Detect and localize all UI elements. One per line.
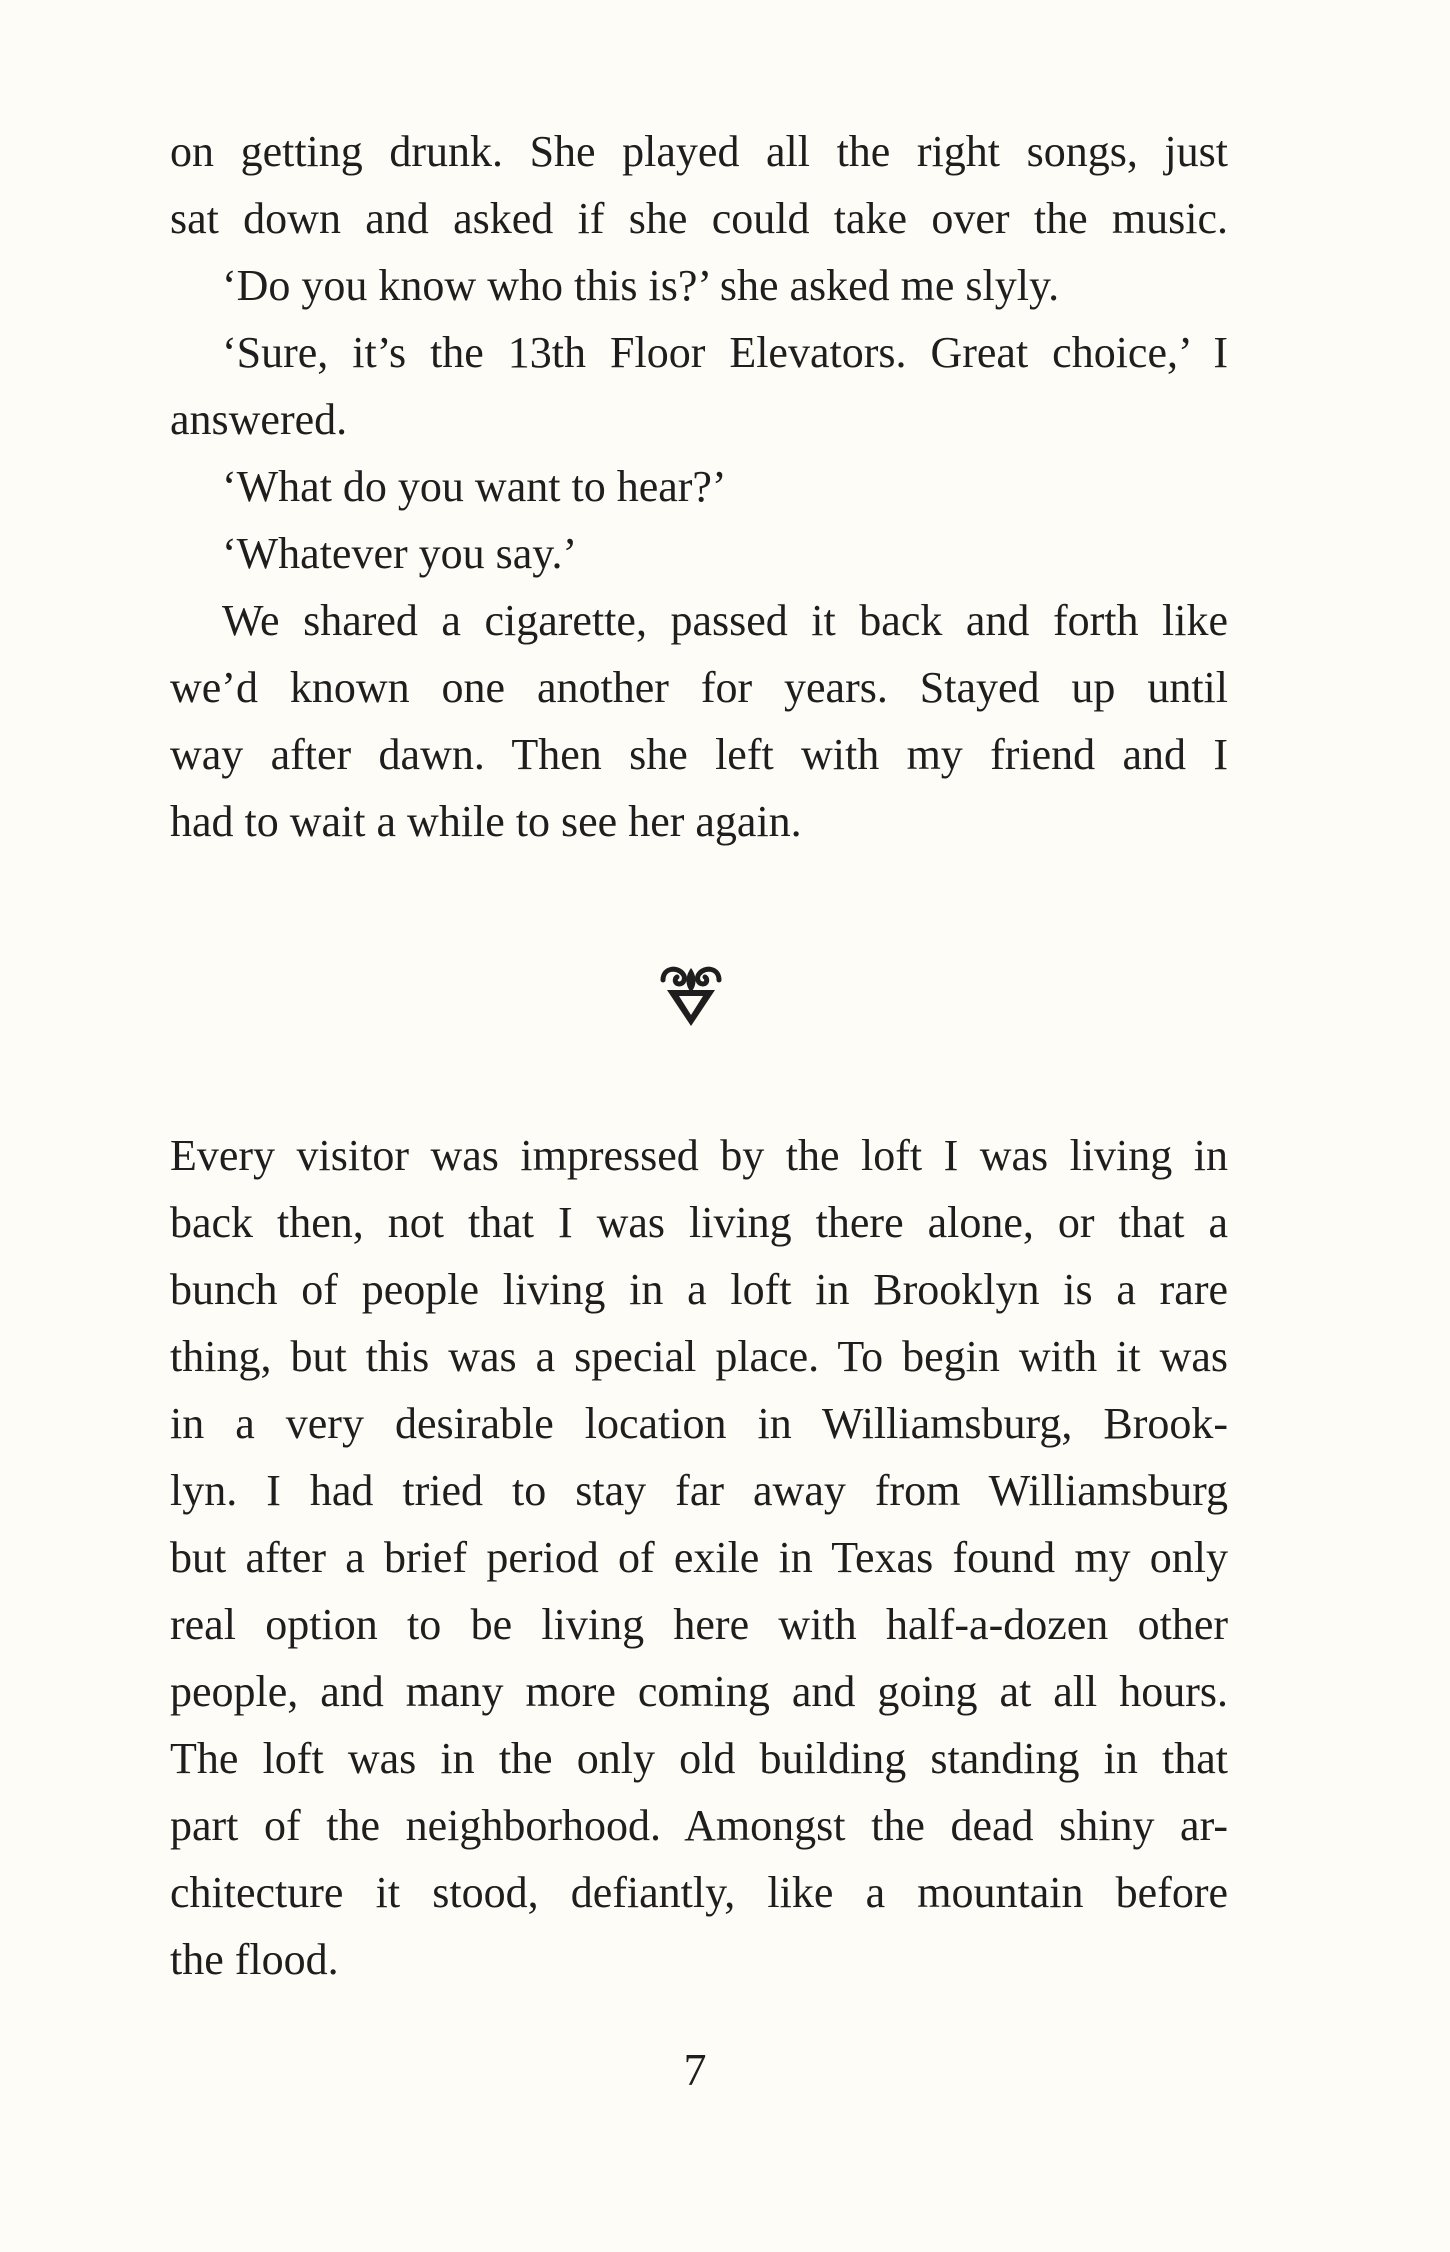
text-line: but after a brief period of exile in Texas found my only [170, 1533, 1228, 1582]
text-line: on getting drunk. She played all the right songs, just [170, 127, 1228, 176]
text-line: We shared a cigarette, passed it back and forth like [222, 596, 1228, 645]
text-line: had to wait a while to see her again. [170, 797, 802, 846]
text-line: way after dawn. Then she left with my friend and I [170, 730, 1228, 779]
text-line: The loft was in the only old building standing in that [170, 1734, 1228, 1783]
text-line: back then, not that I was living there alone, or that a [170, 1198, 1228, 1247]
text-line: thing, but this was a special place. To begin with it was [170, 1332, 1228, 1381]
text-line: Every visitor was impressed by the loft I was living in [170, 1131, 1228, 1180]
dialogue-line: ‘Do you know who this is?’ she asked me slyly. [222, 261, 1060, 310]
text-line: real option to be living here with half-a-dozen other [170, 1600, 1228, 1649]
text-line: in a very desirable location in Williamsburg, Brook- [170, 1399, 1228, 1448]
fleuron-ornament-icon [655, 960, 727, 1032]
text-line: we’d known one another for years. Stayed up until [170, 663, 1228, 712]
section-1-text [170, 118, 1228, 855]
text-line: people, and many more coming and going at all hours. [170, 1667, 1228, 1716]
section-2-text [170, 1122, 1228, 1993]
page-number: 7 [683, 2044, 707, 2095]
text-line: the flood. [170, 1935, 339, 1984]
text-line: sat down and asked if she could take over the music. [170, 194, 1228, 243]
text-line: chitecture it stood, defiantly, like a mountain before [170, 1868, 1228, 1917]
text-line: bunch of people living in a loft in Brooklyn is a rare [170, 1265, 1228, 1314]
dialogue-line: ‘Sure, it’s the 13th Floor Elevators. Great choice,’ I [222, 328, 1228, 377]
text-line: part of the neighborhood. Amongst the dead shiny ar- [170, 1801, 1228, 1850]
dialogue-line: ‘What do you want to hear?’ [222, 462, 727, 511]
dialogue-line: answered. [170, 395, 348, 444]
dialogue-line: ‘Whatever you say.’ [222, 529, 578, 578]
text-line: lyn. I had tried to stay far away from Williamsburg [170, 1466, 1228, 1515]
